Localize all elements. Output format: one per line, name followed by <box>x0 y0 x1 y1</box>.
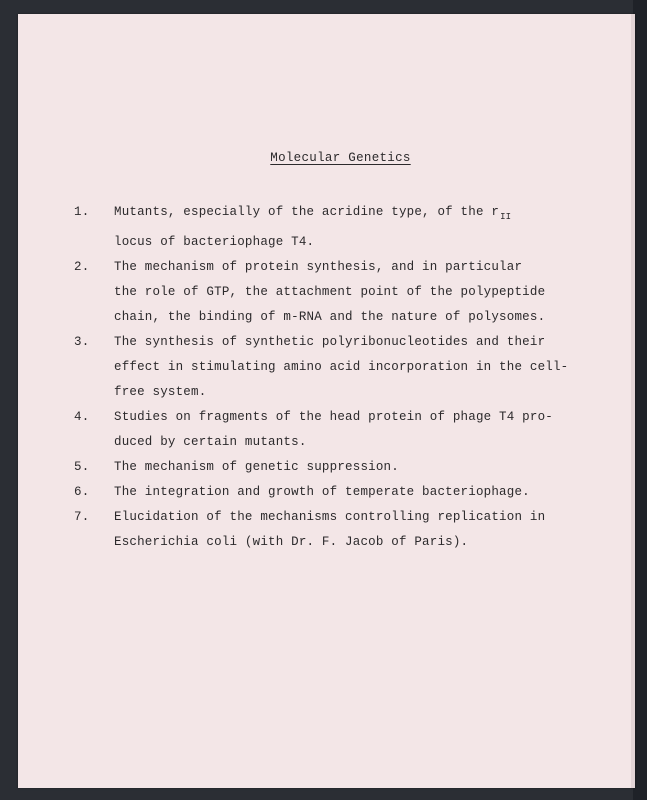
page-edge <box>631 14 635 788</box>
item-line: Escherichia coli (with Dr. F. Jacob of Paris). <box>114 535 469 549</box>
list-item <box>74 200 614 255</box>
document-title: Molecular Genetics <box>270 151 411 165</box>
item-number: 2. <box>74 260 90 274</box>
list-item <box>74 255 614 330</box>
item-line: duced by certain mutants. <box>114 435 307 449</box>
item-line: effect in stimulating amino acid incorporation in the cell- <box>114 360 569 374</box>
item-line: Studies on fragments of the head protein of phage T4 pro- <box>114 410 553 424</box>
research-topics-list <box>74 200 614 555</box>
item-line: The mechanism of protein synthesis, and in particular <box>114 260 523 274</box>
item-line: The integration and growth of temperate bacteriophage. <box>114 485 530 499</box>
list-item <box>74 505 614 555</box>
item-line: the role of GTP, the attachment point of the polypeptide <box>114 285 546 299</box>
item-number: 7. <box>74 510 90 524</box>
item-line: locus of bacteriophage T4. <box>114 235 315 249</box>
list-item <box>74 455 614 480</box>
item-number: 1. <box>74 205 90 219</box>
item-number: 5. <box>74 460 90 474</box>
scan-edge-strip <box>633 0 647 800</box>
item-line: The synthesis of synthetic polyribonucleotides and their <box>114 335 546 349</box>
item-line: The mechanism of genetic suppression. <box>114 460 399 474</box>
item-line: Elucidation of the mechanisms controlling replication in <box>114 510 546 524</box>
list-item <box>74 405 614 455</box>
item-text: Mutants, especially of the acridine type, of the r <box>114 205 500 219</box>
item-number: 4. <box>74 410 90 424</box>
item-line: chain, the binding of m-RNA and the nature of polysomes. <box>114 310 546 324</box>
document-page <box>18 14 635 788</box>
item-line <box>114 200 614 230</box>
item-line: free system. <box>114 385 207 399</box>
item-number: 3. <box>74 335 90 349</box>
list-item <box>74 480 614 505</box>
item-number: 6. <box>74 485 90 499</box>
item-subscript: II <box>500 212 512 222</box>
document-title-container <box>18 151 635 165</box>
list-item <box>74 330 614 405</box>
